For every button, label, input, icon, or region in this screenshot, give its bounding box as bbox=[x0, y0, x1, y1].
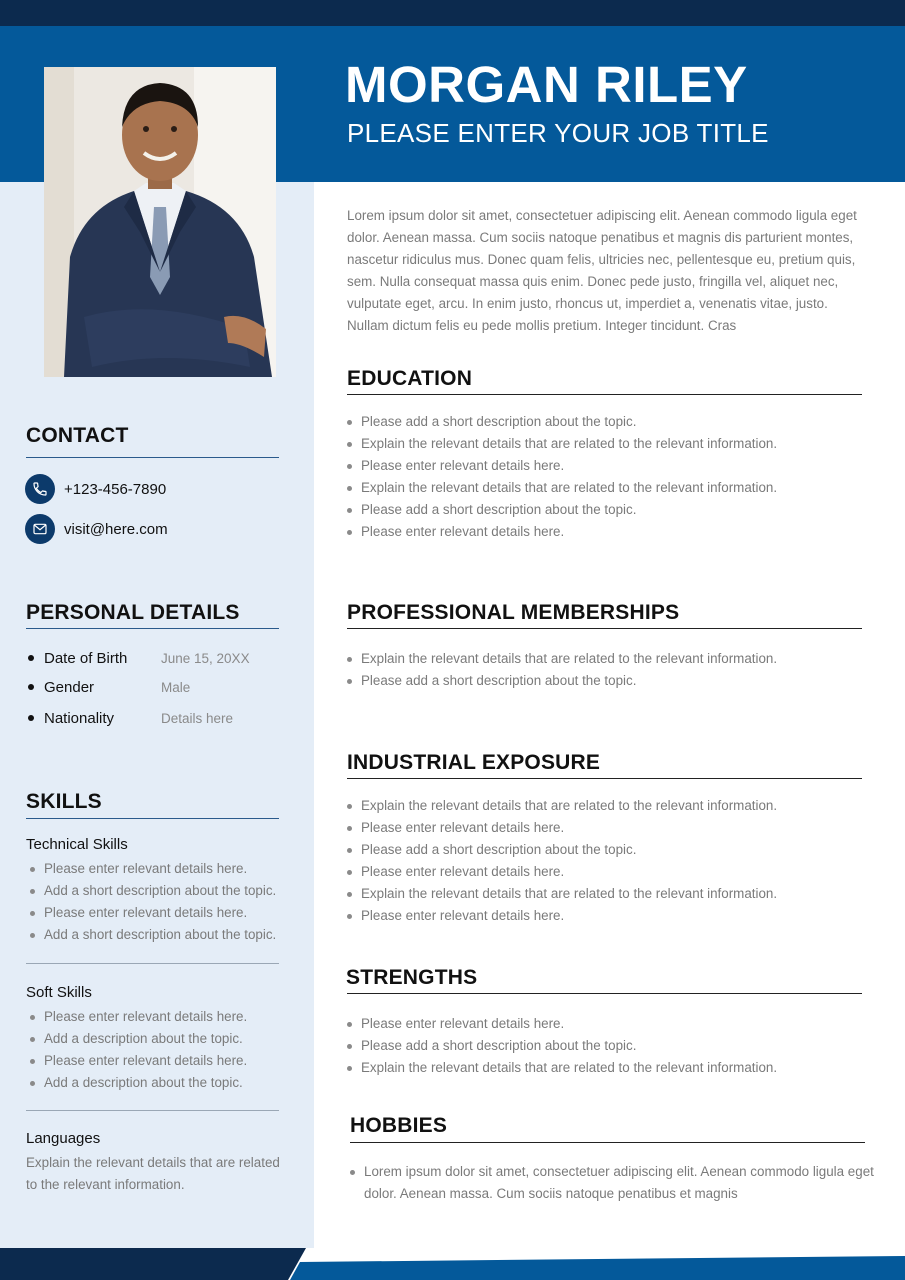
email-address[interactable]: visit@here.com bbox=[64, 520, 168, 538]
contact-email-row bbox=[25, 514, 168, 544]
list-item: Please enter relevant details here. bbox=[30, 1006, 247, 1028]
skills-divider bbox=[26, 1110, 279, 1111]
languages-text: Explain the relevant details that are related to the relevant information. bbox=[26, 1155, 280, 1192]
personal-value: Male bbox=[161, 679, 191, 695]
list-item: Please enter relevant details here. bbox=[30, 858, 276, 880]
list-item: Please add a short description about the topic. bbox=[347, 411, 777, 433]
list-item: Explain the relevant details that are related to the relevant information. bbox=[347, 795, 777, 817]
candidate-name: MORGAN RILEY bbox=[345, 56, 748, 113]
list-item: Please enter relevant details here. bbox=[30, 1050, 247, 1072]
skills-rule bbox=[26, 818, 279, 819]
list-item: Add a short description about the topic. bbox=[30, 880, 276, 902]
personal-label: Date of Birth bbox=[44, 649, 128, 667]
personal-rule bbox=[26, 628, 279, 629]
personal-label: Nationality bbox=[44, 709, 115, 727]
hobbies-rule bbox=[350, 1142, 865, 1143]
strengths-rule bbox=[347, 993, 862, 994]
personal-row-dob bbox=[28, 648, 250, 668]
technical-skills-heading: Technical Skills bbox=[26, 836, 128, 853]
list-item: Please enter relevant details here. bbox=[347, 521, 777, 543]
list-item: Add a description about the topic. bbox=[30, 1028, 247, 1050]
list-item: Please enter relevant details here. bbox=[347, 817, 777, 839]
strengths-list bbox=[347, 1013, 777, 1079]
skills-heading: SKILLS bbox=[26, 790, 102, 813]
bottom-band bbox=[0, 1248, 905, 1280]
job-title: PLEASE ENTER YOUR JOB TITLE bbox=[347, 118, 769, 148]
list-item: Please enter relevant details here. bbox=[347, 905, 777, 927]
contact-heading: CONTACT bbox=[26, 424, 129, 447]
education-heading: EDUCATION bbox=[347, 367, 473, 390]
industrial-exposure-heading: INDUSTRIAL EXPOSURE bbox=[347, 751, 601, 774]
list-item: Explain the relevant details that are related to the relevant information. bbox=[347, 1057, 777, 1079]
list-item: Please enter relevant details here. bbox=[347, 455, 777, 477]
contact-phone-row bbox=[25, 474, 166, 504]
list-item: Explain the relevant details that are related to the relevant information. bbox=[347, 883, 777, 905]
list-item: Please add a short description about the topic. bbox=[347, 499, 777, 521]
list-item: Please enter relevant details here. bbox=[347, 1013, 777, 1035]
personal-label: Gender bbox=[44, 678, 95, 696]
skills-divider bbox=[26, 963, 279, 964]
personal-value: June 15, 20XX bbox=[161, 650, 250, 666]
phone-number[interactable]: +123-456-7890 bbox=[64, 480, 167, 498]
list-item: Please add a short description about the topic. bbox=[347, 670, 777, 692]
list-item: Add a short description about the topic. bbox=[30, 924, 276, 946]
memberships-rule bbox=[347, 628, 862, 629]
exposure-rule bbox=[347, 778, 862, 779]
list-item: Explain the relevant details that are related to the relevant information. bbox=[347, 477, 777, 499]
personal-value: Details here bbox=[161, 710, 234, 726]
list-item: Explain the relevant details that are related to the relevant information. bbox=[347, 433, 777, 455]
list-item: Explain the relevant details that are related to the relevant information. bbox=[347, 648, 777, 670]
education-list bbox=[347, 411, 777, 543]
phone-icon bbox=[25, 474, 55, 504]
education-rule bbox=[347, 394, 862, 395]
languages-heading: Languages bbox=[26, 1130, 101, 1147]
bullet bbox=[28, 715, 34, 721]
mail-icon bbox=[25, 514, 55, 544]
memberships-list bbox=[347, 648, 777, 692]
profile-summary: Lorem ipsum dolor sit amet, consectetuer adipiscing elit. Aenean commodo ligula eget dolor. Aenean massa. Cum sociis natoque penatibus et magnis dis parturient montes, nascetur ridiculus mus. Donec quam felis, ultricies nec, pellentesque eu, pretium quis, sem. Nulla consequat massa quis enim. Donec pede justo, fringilla vel, aliquet nec, vulputate eget, arcu. In enim justo, rhoncus ut, imperdiet a, venenatis vitae, justo. Nullam dictum felis eu pede mollis pretium. Integer tincidunt. Cras bbox=[347, 208, 857, 333]
list-item: Please add a short description about the topic. bbox=[347, 1035, 777, 1057]
soft-skills-heading: Soft Skills bbox=[26, 984, 92, 1001]
technical-skills-list bbox=[30, 858, 276, 946]
strengths-heading: STRENGTHS bbox=[346, 966, 478, 989]
personal-details-heading: PERSONAL DETAILS bbox=[26, 601, 240, 624]
contact-rule bbox=[26, 457, 279, 458]
personal-row-gender bbox=[28, 677, 191, 697]
exposure-list bbox=[347, 795, 777, 927]
profile-photo bbox=[44, 67, 276, 377]
soft-skills-list bbox=[30, 1006, 247, 1094]
list-item: Please add a short description about the topic. bbox=[347, 839, 777, 861]
personal-row-nationality bbox=[28, 708, 234, 728]
top-strip bbox=[0, 0, 905, 26]
bullet bbox=[28, 684, 34, 690]
list-item: Please enter relevant details here. bbox=[347, 861, 777, 883]
memberships-heading: PROFESSIONAL MEMBERSHIPS bbox=[347, 601, 680, 624]
bullet bbox=[28, 655, 34, 661]
list-item: Add a description about the topic. bbox=[30, 1072, 247, 1094]
hobbies-list bbox=[350, 1161, 875, 1205]
list-item: Lorem ipsum dolor sit amet, consectetuer adipiscing elit. Aenean commodo ligula eget dolor. Aenean massa. Cum sociis natoque penatibus et magnis bbox=[350, 1161, 875, 1205]
list-item: Please enter relevant details here. bbox=[30, 902, 276, 924]
hobbies-heading: HOBBIES bbox=[350, 1114, 448, 1137]
